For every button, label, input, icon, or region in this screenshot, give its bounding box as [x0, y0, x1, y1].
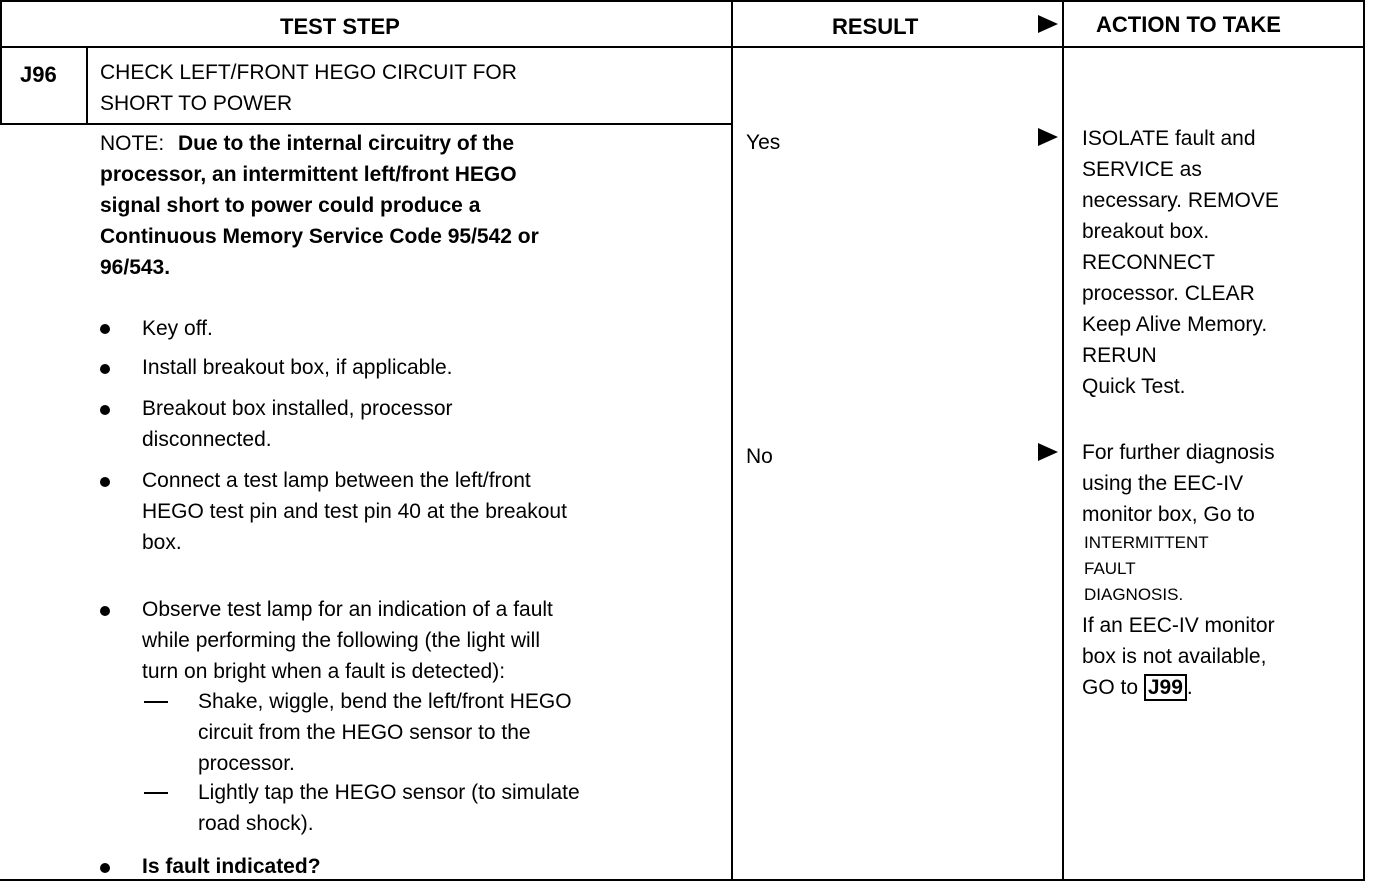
bullet-icon [100, 364, 110, 374]
header-action: ACTION TO TAKE [1096, 12, 1281, 37]
dash-icon [144, 701, 168, 703]
header-test-step: TEST STEP [280, 14, 400, 39]
dash-step: Lightly tap the HEGO sensor (to simulate road shock). [198, 781, 580, 835]
dash-step: Shake, wiggle, bend the left/front HEGO circuit from the HEGO sensor to the processor. [198, 690, 572, 775]
table-top-border [0, 0, 1365, 2]
bullet-step: Observe test lamp for an indication of a fault while performing the following (the light will turn on bright when a fault is detected): [142, 598, 553, 683]
bullet-icon [100, 863, 110, 873]
right-border [1363, 0, 1365, 880]
action-no: For further diagnosis using the EEC-IV monitor box, Go to [1082, 441, 1275, 526]
header-divider [0, 46, 1365, 48]
dash-icon [144, 792, 168, 794]
title-row-divider [0, 123, 732, 125]
goto-j99-link[interactable]: J99 [1144, 674, 1187, 701]
bullet-step: Install breakout box, if applicable. [142, 356, 453, 379]
action-no-tail [1082, 610, 1275, 703]
result-col-divider [731, 0, 733, 880]
result-yes: Yes [746, 131, 781, 154]
action-no-tail-text: If an EEC-IV monitor box is not available, GO to [1082, 614, 1275, 699]
bullet-icon [100, 606, 110, 616]
action-no-reference: INTERMITTENT FAULT DIAGNOSIS. [1084, 533, 1209, 604]
bullet-step: Connect a test lamp between the left/front HEGO test pin and test pin 40 at the breakout box. [142, 469, 567, 554]
action-col-divider [1062, 0, 1064, 880]
bullet-icon [100, 324, 110, 334]
arrow-right-icon [1038, 128, 1058, 146]
arrow-right-icon [1038, 443, 1058, 461]
step-id: J96 [20, 62, 57, 87]
id-divider [86, 48, 88, 125]
left-border [0, 0, 2, 125]
note-label: NOTE: [100, 132, 165, 155]
bullet-step: Breakout box installed, processor disconnected. [142, 397, 453, 451]
bullet-icon [100, 405, 110, 415]
bullet-step: Key off. [142, 317, 213, 340]
note-text: Due to the internal circuitry of the processor, an intermittent left/front HEGO signal short to power could produce a Continuous Memory Service Code 95/542 or 96/543. [100, 132, 539, 279]
step-title: CHECK LEFT/FRONT HEGO CIRCUIT FOR SHORT TO POWER [100, 61, 517, 115]
bullet-icon [100, 477, 110, 487]
action-yes: ISOLATE fault and SERVICE as necessary. REMOVE breakout box. RECONNECT processor. CLEAR Keep Alive Memory. RERUN Quick Test. [1082, 127, 1279, 398]
arrow-right-icon [1038, 15, 1058, 33]
header-result: RESULT [832, 14, 919, 39]
question: Is fault indicated? [142, 855, 321, 878]
period: . [1186, 676, 1193, 699]
result-no: No [746, 445, 773, 468]
